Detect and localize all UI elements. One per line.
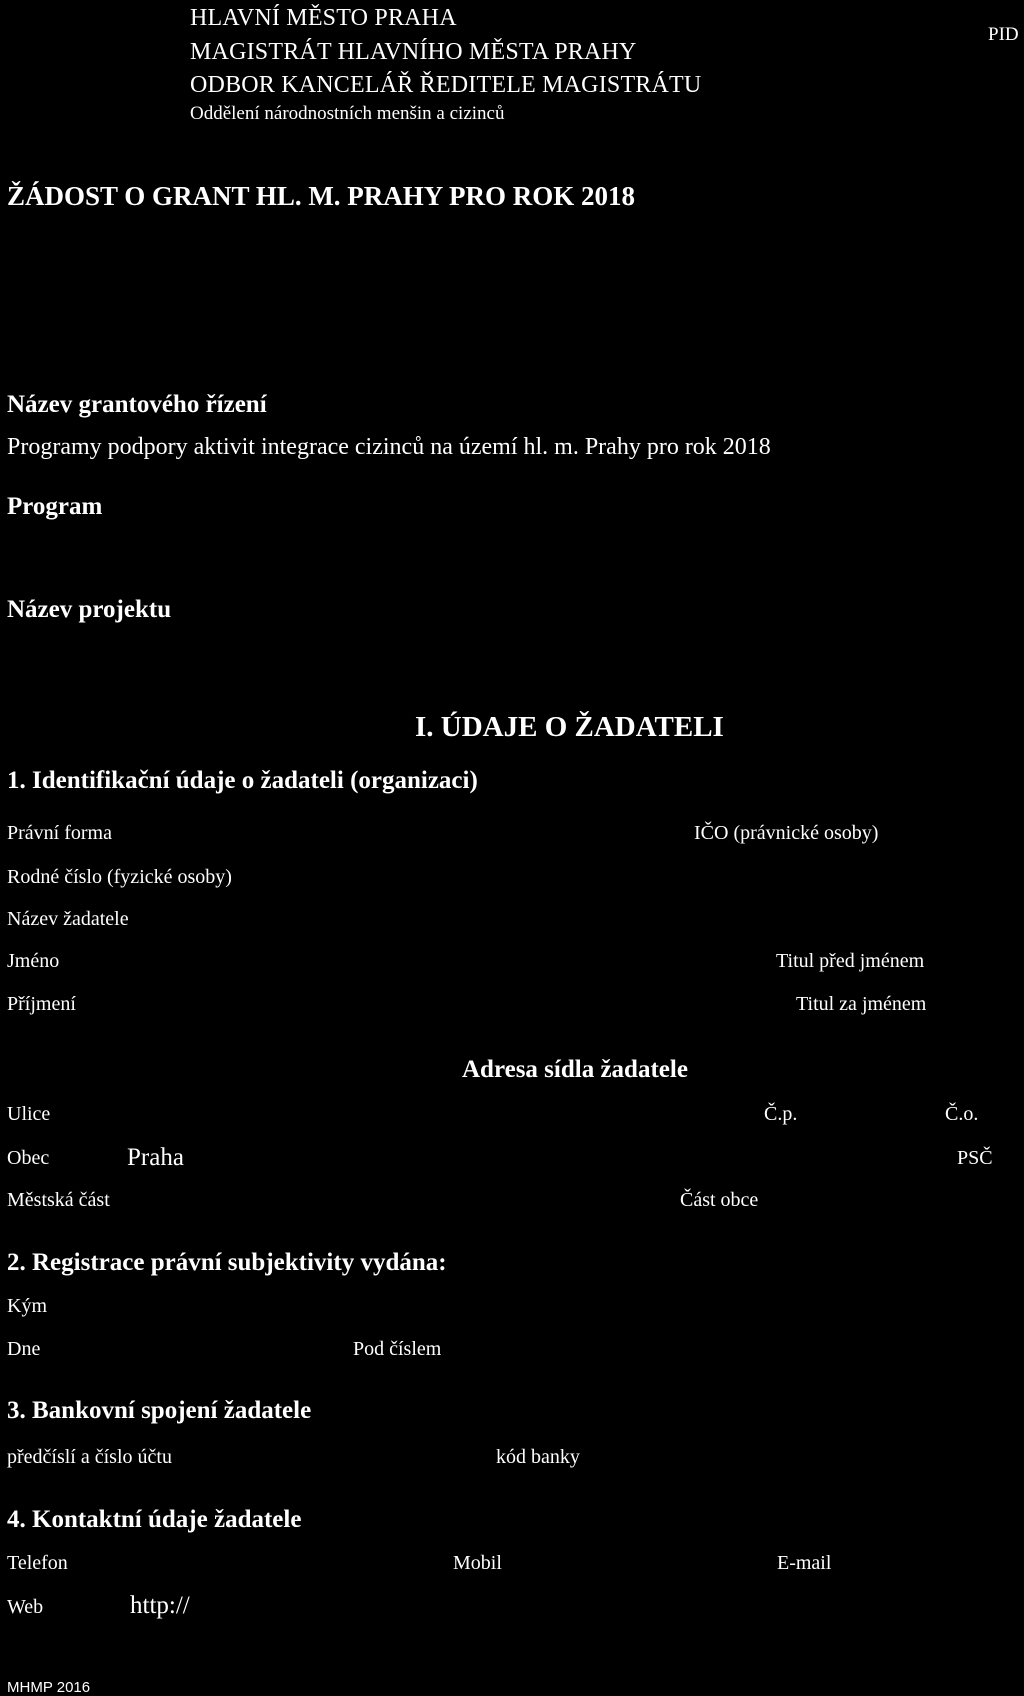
field-web: Web [7, 1596, 44, 1618]
grant-name-label: Název grantového řízení [7, 391, 267, 418]
field-email: E-mail [777, 1552, 832, 1574]
field-account-number: předčíslí a číslo účtu [7, 1446, 172, 1468]
header-line-city: HLAVNÍ MĚSTO PRAHA [190, 5, 457, 31]
subsection-registration: 2. Registrace právní subjektivity vydána: [7, 1249, 447, 1276]
section-heading-applicant: I. ÚDAJE O ŽADATELI [415, 711, 724, 743]
field-ico: IČO (právnické osoby) [694, 822, 879, 844]
address-heading: Adresa sídla žadatele [462, 1056, 688, 1083]
subsection-contact: 4. Kontaktní údaje žadatele [7, 1506, 302, 1533]
field-title-after: Titul za jménem [796, 993, 927, 1015]
field-birth-number: Rodné číslo (fyzické osoby) [7, 866, 232, 888]
field-postal-code: PSČ [957, 1147, 993, 1169]
header-line-office: Oddělení národnostních menšin a cizinců [190, 103, 505, 124]
subsection-identification: 1. Identifikační údaje o žadateli (organizaci) [7, 767, 478, 794]
field-house-number: Č.p. [764, 1103, 798, 1125]
field-municipality-part: Část obce [680, 1189, 759, 1211]
page-title: ŽÁDOST O GRANT HL. M. PRAHY PRO ROK 2018 [7, 181, 636, 211]
field-web-value: http:// [130, 1592, 190, 1619]
subsection-bank: 3. Bankovní spojení žadatele [7, 1397, 312, 1424]
field-first-name: Jméno [7, 950, 60, 972]
header-corner-pid: PID [988, 24, 1019, 45]
field-registration-number: Pod číslem [353, 1338, 442, 1360]
grant-name-value: Programy podpory aktivit integrace cizinců na území hl. m. Prahy pro rok 2018 [7, 434, 771, 460]
field-mobile: Mobil [453, 1552, 502, 1574]
field-applicant-name: Název žadatele [7, 908, 129, 930]
field-orientation-number: Č.o. [945, 1103, 979, 1125]
field-surname: Příjmení [7, 993, 76, 1015]
program-label: Program [7, 493, 103, 520]
field-street: Ulice [7, 1103, 51, 1125]
field-legal-form: Právní forma [7, 822, 112, 844]
field-date: Dne [7, 1338, 41, 1360]
footer-code: MHMP 2016 [7, 1679, 91, 1696]
field-phone: Telefon [7, 1552, 68, 1574]
field-issued-by: Kým [7, 1295, 47, 1317]
header-line-magistrat: MAGISTRÁT HLAVNÍHO MĚSTA PRAHY [190, 39, 637, 65]
field-city-district: Městská část [7, 1189, 110, 1211]
field-bank-code: kód banky [496, 1446, 580, 1468]
header-line-department: ODBOR KANCELÁŘ ŘEDITELE MAGISTRÁTU [190, 72, 702, 98]
project-name-label: Název projektu [7, 596, 172, 623]
field-title-before: Titul před jménem [776, 950, 925, 972]
field-municipality: Obec [7, 1147, 50, 1169]
field-municipality-value: Praha [127, 1144, 184, 1171]
